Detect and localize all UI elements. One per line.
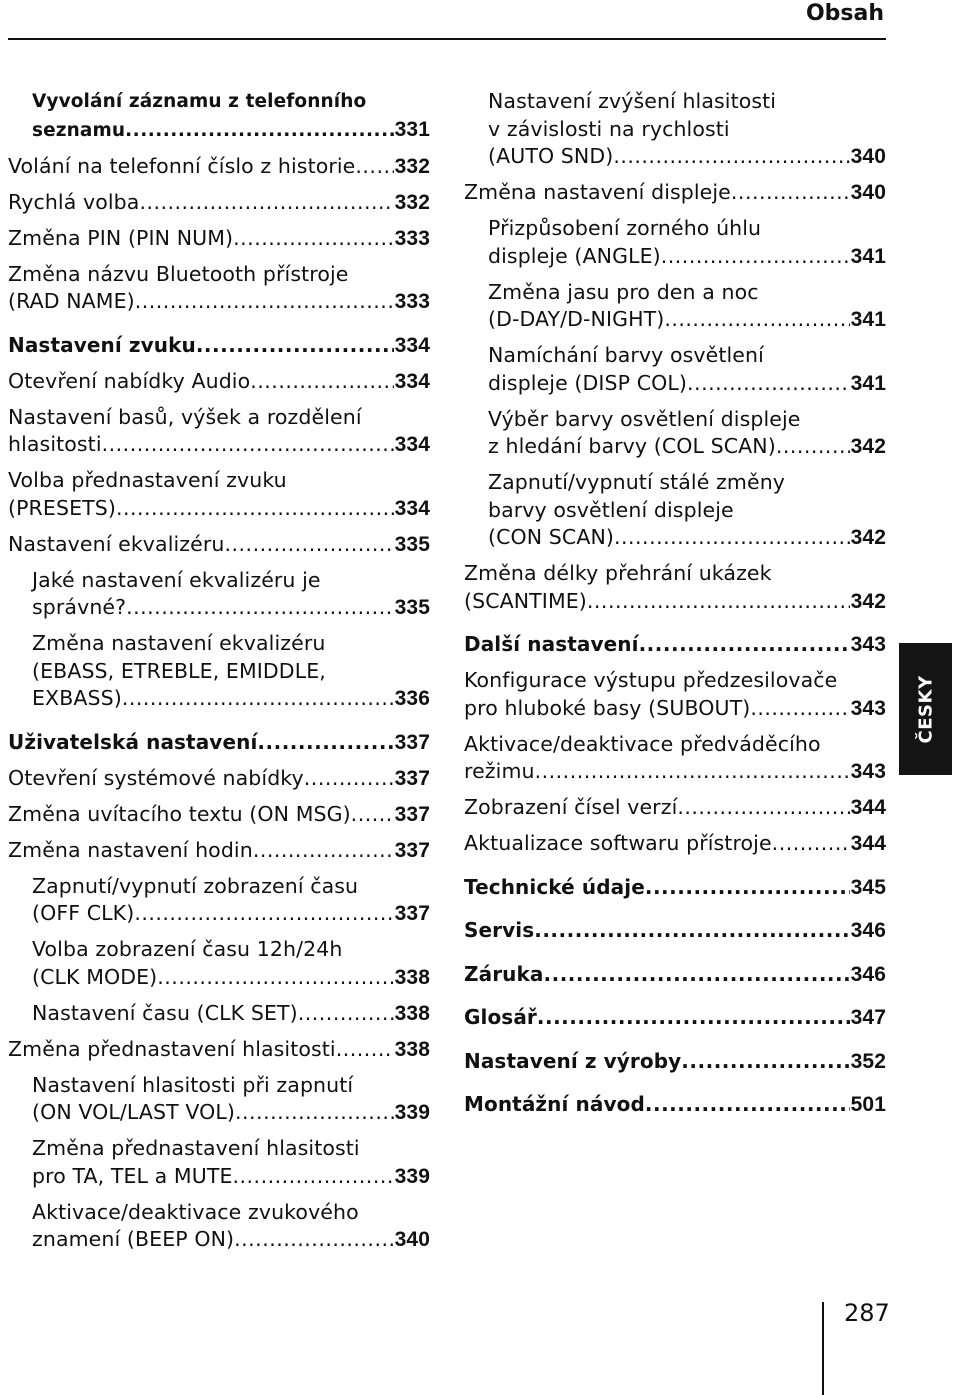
toc-entry[interactable] <box>8 801 430 829</box>
toc-leader-dots <box>677 794 849 822</box>
toc-page-number: 331 <box>394 117 430 141</box>
toc-entry-title: Vyvolání záznamu z telefonního <box>32 91 367 112</box>
toc-entry[interactable] <box>8 729 430 757</box>
toc-entry[interactable] <box>464 406 886 461</box>
toc-entry-title: Změna nastavení displeje <box>464 180 731 204</box>
toc-page-number: 337 <box>394 766 430 790</box>
toc-entry-title: seznamu <box>32 119 126 141</box>
toc-entry-title: Nastavení času (CLK SET) <box>32 1000 298 1025</box>
toc-entry-title: displeje (ANGLE) <box>488 243 661 268</box>
toc-page-number: 342 <box>850 526 886 549</box>
toc-entry-title: v závislosti na rychlosti <box>488 116 730 141</box>
toc-page-number: 342 <box>850 589 886 613</box>
toc-entry-line-last <box>8 431 430 459</box>
toc-entry-title: Změna přednastavení hlasitosti <box>8 1036 336 1061</box>
header-divider <box>8 38 886 40</box>
toc-entry-title: Zapnutí/vypnutí stálé změny <box>488 470 786 494</box>
toc-entry-title: Změna nastavení hodin <box>8 837 253 862</box>
toc-page-number: 339 <box>394 1164 430 1188</box>
toc-entry[interactable] <box>464 1048 886 1076</box>
toc-entry-line-last <box>488 524 886 552</box>
toc-entry-title: Změna délky přehrání ukázek <box>464 561 772 585</box>
toc-entry-line-last <box>32 1000 430 1028</box>
toc-entry-title: Namíchání barvy osvětlení <box>488 343 764 367</box>
toc-entry[interactable] <box>8 567 430 622</box>
footer-divider <box>822 1302 824 1395</box>
toc-leader-dots <box>157 964 393 992</box>
toc-leader-dots <box>126 594 394 622</box>
toc-entry[interactable] <box>464 279 886 334</box>
toc-entry[interactable] <box>8 153 430 181</box>
toc-entry-line-last <box>32 1099 430 1127</box>
toc-entry-line-last <box>464 631 886 659</box>
toc-page-number: 340 <box>394 1228 430 1251</box>
toc-leader-dots <box>135 288 394 316</box>
toc-leader-dots <box>535 758 850 786</box>
toc-entry-title: (PRESETS) <box>8 495 116 520</box>
toc-entry-title: Aktualizace softwaru přístroje <box>464 831 772 855</box>
toc-entry-title: Změna přednastavení hlasitosti <box>32 1136 360 1160</box>
toc-leader-dots <box>225 531 394 559</box>
toc-leader-dots <box>614 524 850 552</box>
toc-entry-line-last <box>8 729 430 757</box>
toc-page-number: 343 <box>850 696 886 720</box>
toc-entry-title: (SCANTIME) <box>464 588 587 613</box>
toc-entry-line-last <box>8 531 430 559</box>
toc-entry[interactable] <box>464 469 886 552</box>
toc-leader-dots <box>257 729 393 757</box>
toc-page-number: 346 <box>850 962 886 986</box>
toc-entry-title: Změna PIN (PIN NUM) <box>8 225 234 250</box>
toc-leader-dots <box>355 153 393 181</box>
toc-entry-line-last <box>464 1004 886 1032</box>
toc-page-number: 333 <box>394 290 430 313</box>
toc-entry-title: Změna názvu Bluetooth přístroje <box>8 261 349 286</box>
toc-entry[interactable] <box>8 1135 430 1190</box>
toc-entry[interactable] <box>8 1199 430 1254</box>
toc-entry-title: displeje (DISP COL) <box>488 370 688 395</box>
toc-entry-title: Nastavení zvýšení hlasitosti <box>488 89 777 113</box>
toc-leader-dots <box>776 433 850 461</box>
toc-entry-title: Otevření nabídky Audio <box>8 368 251 393</box>
toc-leader-dots <box>681 1048 849 1076</box>
toc-entry-line-last <box>464 588 886 616</box>
toc-entry[interactable] <box>8 1000 430 1028</box>
toc-entry[interactable] <box>8 531 430 559</box>
toc-page-number: 338 <box>394 1001 430 1025</box>
toc-entry[interactable] <box>8 368 430 396</box>
toc-entry[interactable] <box>464 215 886 270</box>
toc-leader-dots <box>139 189 393 217</box>
toc-entry-line-last <box>32 1226 430 1254</box>
toc-entry-line-last <box>8 153 430 181</box>
toc-entry[interactable] <box>8 1036 430 1064</box>
toc-entry[interactable] <box>464 874 886 902</box>
toc-page-number: 337 <box>394 902 430 925</box>
toc-entry-line-last <box>8 225 430 253</box>
toc-page-number: 334 <box>394 333 430 357</box>
toc-leader-dots <box>233 225 394 253</box>
toc-entry-line-last <box>32 900 430 928</box>
toc-entry-title: správné? <box>32 595 127 619</box>
toc-entry[interactable] <box>8 404 430 459</box>
toc-entry-title: (OFF CLK) <box>32 901 135 925</box>
toc-leader-dots <box>687 370 850 398</box>
toc-entry-line-last <box>464 794 886 822</box>
toc-entry[interactable] <box>8 630 430 713</box>
toc-entry[interactable] <box>8 225 430 253</box>
toc-page-number: 335 <box>394 532 430 556</box>
toc-leader-dots <box>351 801 394 829</box>
toc-page-number: 343 <box>850 633 886 656</box>
toc-entry-title: režimu <box>464 759 535 783</box>
toc-page-number: 337 <box>394 730 430 754</box>
toc-entry-title: Volání na telefonní číslo z historie <box>8 153 356 178</box>
toc-leader-dots <box>134 900 393 928</box>
toc-entry-title: Nastavení ekvalizéru <box>8 531 225 556</box>
toc-page-number: 335 <box>394 596 430 619</box>
toc-entry-line-last <box>8 801 430 829</box>
toc-entry[interactable] <box>8 88 430 144</box>
toc-page-number: 338 <box>394 1037 430 1061</box>
toc-page-number: 334 <box>394 433 430 456</box>
toc-leader-dots <box>664 306 849 334</box>
toc-entry-line-last <box>8 288 430 316</box>
toc-entry-line-last <box>464 1091 886 1119</box>
toc-entry-title: znamení (BEEP ON) <box>32 1227 235 1251</box>
toc-entry-title: Aktivace/deaktivace zvukového <box>32 1199 359 1224</box>
toc-entry-line-last <box>32 685 430 713</box>
toc-page-number: 333 <box>394 226 430 250</box>
toc-entry-title: Rychlá volba <box>8 189 140 214</box>
toc-page-number: 340 <box>850 181 886 204</box>
toc-page-number: 344 <box>850 796 886 819</box>
toc-page-number: 337 <box>394 838 430 862</box>
toc-page-number: 346 <box>850 919 886 942</box>
toc-entry-line-last <box>8 765 430 793</box>
language-tab-label: ČESKY <box>915 675 937 743</box>
toc-entry-title: Volba přednastavení zvuku <box>8 468 287 492</box>
language-tab <box>899 643 952 775</box>
toc-entry-title: Změna nastavení ekvalizéru <box>32 631 326 655</box>
toc-leader-dots <box>122 685 394 713</box>
toc-entry-line-last <box>464 830 886 858</box>
toc-leader-dots <box>534 917 849 945</box>
toc-entry-line-last <box>8 368 430 396</box>
toc-entry-line-last <box>488 143 886 171</box>
toc-leader-dots <box>125 117 394 145</box>
toc-entry-title: Jaké nastavení ekvalizéru je <box>32 567 321 592</box>
page-title: Obsah <box>805 1 884 26</box>
toc-entry-line-last <box>488 433 886 461</box>
toc-entry-line-last <box>464 179 886 207</box>
toc-entry-title: Nastavení zvuku <box>8 332 196 357</box>
toc-leader-dots <box>731 179 850 207</box>
toc-entry-line-last <box>32 594 430 622</box>
toc-entry-line-last <box>8 1036 430 1064</box>
toc-leader-dots <box>639 631 850 659</box>
toc-page-number: 342 <box>850 435 886 458</box>
toc-page-number: 341 <box>850 244 886 268</box>
toc-entry-title: EXBASS) <box>32 686 122 710</box>
toc-entry-title: pro TA, TEL a MUTE <box>32 1163 233 1188</box>
toc-entry-title: hlasitosti <box>8 432 102 456</box>
toc-entry[interactable] <box>8 467 430 522</box>
toc-page-number: 336 <box>394 687 430 710</box>
toc-entry[interactable] <box>464 631 886 659</box>
toc-entry-line-last <box>464 874 886 902</box>
toc-entry-title: Aktivace/deaktivace předváděcího <box>464 731 821 756</box>
toc-entry-title: Servis <box>464 918 535 942</box>
toc-entry-line-last <box>488 370 886 398</box>
toc-page-number: 343 <box>850 760 886 783</box>
toc-entry[interactable] <box>464 88 886 171</box>
toc-entry[interactable] <box>8 936 430 991</box>
toc-page-number: 344 <box>850 832 886 855</box>
toc-entry-line-last <box>464 961 886 989</box>
toc-entry-line-last <box>488 243 886 271</box>
toc-leader-dots <box>250 368 393 396</box>
toc-entry-line-last <box>464 917 886 945</box>
toc-leader-dots <box>336 1036 394 1064</box>
toc-leader-dots <box>235 1099 394 1127</box>
toc-page-number: 334 <box>394 496 430 520</box>
toc-leader-dots <box>645 1091 850 1119</box>
toc-entry-title: (ON VOL/LAST VOL) <box>32 1100 235 1124</box>
toc-entry[interactable] <box>8 837 430 865</box>
toc-page-number: 341 <box>850 371 886 395</box>
toc-entry[interactable] <box>464 830 886 858</box>
toc-entry-title: Přizpůsobení zorného úhlu <box>488 216 762 240</box>
toc-entry[interactable] <box>464 1004 886 1032</box>
toc-entry[interactable] <box>464 731 886 786</box>
toc-entry[interactable] <box>464 917 886 945</box>
toc-entry[interactable] <box>8 1072 430 1127</box>
toc-entry-title: barvy osvětlení displeje <box>488 497 734 522</box>
toc-entry[interactable] <box>8 873 430 928</box>
toc-page-number: 345 <box>850 875 886 899</box>
toc-entry-line-last <box>8 189 430 217</box>
toc-leader-dots <box>102 431 394 459</box>
toc-entry-title: Otevření systémové nabídky <box>8 765 304 790</box>
toc-page-number: 332 <box>394 154 430 178</box>
toc-leader-dots <box>253 837 394 865</box>
toc-page-number: 339 <box>394 1101 430 1124</box>
toc-entry-title: Technické údaje <box>464 874 645 899</box>
toc-leader-dots <box>587 588 850 616</box>
toc-entry[interactable] <box>464 560 886 615</box>
toc-entry[interactable] <box>464 179 886 207</box>
toc-leader-dots <box>544 961 850 989</box>
toc-page-number: 347 <box>850 1006 886 1029</box>
toc-leader-dots <box>645 874 850 902</box>
toc-column-right <box>464 88 886 1119</box>
toc-entry[interactable] <box>8 765 430 793</box>
toc-entry-line-last <box>8 837 430 865</box>
toc-entry-line-last <box>8 495 430 523</box>
toc-entry-line-last <box>8 332 430 360</box>
toc-entry-title: Montážní návod <box>464 1092 645 1116</box>
toc-page-number: 337 <box>394 802 430 826</box>
toc-entry-title: Volba zobrazení času 12h/24h <box>32 937 343 961</box>
toc-entry[interactable] <box>8 189 430 217</box>
toc-entry-title: (EBASS, ETREBLE, EMIDDLE, <box>32 658 326 683</box>
toc-entry-title: Změna jasu pro den a noc <box>488 279 759 304</box>
toc-entry[interactable] <box>464 1091 886 1119</box>
toc-entry-title: (RAD NAME) <box>8 289 135 313</box>
toc-leader-dots <box>304 765 394 793</box>
toc-entry-title: (D-DAY/D-NIGHT) <box>488 307 665 331</box>
toc-entry-title: z hledání barvy (COL SCAN) <box>488 434 776 458</box>
toc-entry-title: Nastavení basů, výšek a rozdělení <box>8 404 362 429</box>
toc-entry-line-last <box>464 695 886 723</box>
toc-entry-title: (CLK MODE) <box>32 964 158 989</box>
toc-entry-line-last <box>32 116 430 145</box>
toc-page-number: 340 <box>850 145 886 168</box>
toc-page-number: 332 <box>394 190 430 214</box>
toc-page-number: 338 <box>394 965 430 989</box>
toc-entry-line-last <box>464 1048 886 1076</box>
toc-leader-dots <box>772 830 850 858</box>
toc-entry-title: Změna uvítacího textu (ON MSG) <box>8 801 351 826</box>
toc-entry-title: Záruka <box>464 961 544 986</box>
toc-leader-dots <box>116 495 394 523</box>
toc-entry-title: pro hluboké basy (SUBOUT) <box>464 695 751 720</box>
toc-entry-title: Další nastavení <box>464 632 639 656</box>
toc-entry-line-last <box>32 964 430 992</box>
toc-leader-dots <box>298 1000 394 1028</box>
page-number: 287 <box>844 1299 890 1327</box>
toc-page-number: 334 <box>394 369 430 393</box>
toc-entry-line-last <box>488 306 886 334</box>
toc-entry-title: Nastavení hlasitosti při zapnutí <box>32 1072 354 1097</box>
toc-entry-title: Výběr barvy osvětlení displeje <box>488 406 801 431</box>
toc-entry-line-last <box>32 1163 430 1191</box>
toc-entry-title: (AUTO SND) <box>488 144 614 168</box>
toc-entry-title: Konfigurace výstupu předzesilovače <box>464 668 838 692</box>
toc-page-number: 341 <box>850 308 886 331</box>
toc-leader-dots <box>750 695 849 723</box>
toc-entry-title: Glosář <box>464 1005 537 1029</box>
toc-leader-dots <box>234 1226 394 1254</box>
toc-leader-dots <box>537 1004 850 1032</box>
toc-leader-dots <box>196 332 394 360</box>
toc-entry[interactable] <box>464 961 886 989</box>
toc-entry[interactable] <box>464 667 886 722</box>
toc-leader-dots <box>661 243 850 271</box>
toc-page-number: 501 <box>850 1093 886 1116</box>
toc-entry-title: Uživatelská nastavení <box>8 729 258 754</box>
toc-entry[interactable] <box>8 332 430 360</box>
toc-entry-title: Zapnutí/vypnutí zobrazení času <box>32 873 359 898</box>
toc-entry[interactable] <box>8 261 430 316</box>
toc-entry-title: Zobrazení čísel verzí <box>464 795 678 819</box>
toc-entry-title: (CON SCAN) <box>488 525 614 549</box>
toc-page-number: 352 <box>850 1049 886 1073</box>
toc-column-left <box>8 88 430 1254</box>
toc-entry-title: Nastavení z výroby <box>464 1048 682 1073</box>
toc-leader-dots <box>233 1163 394 1191</box>
toc-entry-line-last <box>464 758 886 786</box>
toc-entry[interactable] <box>464 794 886 822</box>
toc-entry[interactable] <box>464 342 886 397</box>
toc-leader-dots <box>613 143 849 171</box>
